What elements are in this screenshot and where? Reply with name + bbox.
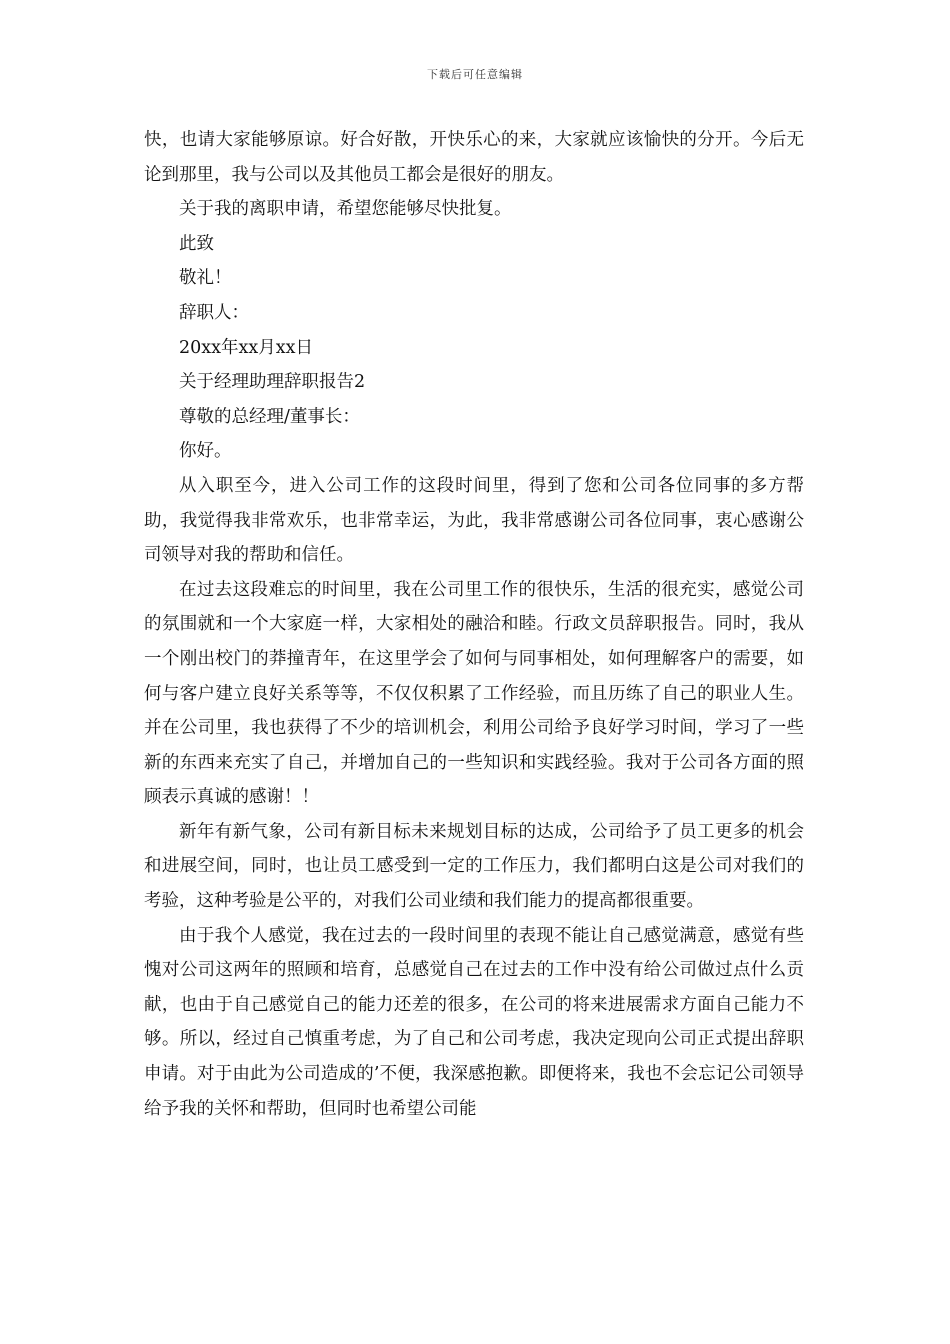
paragraph-1: 快，也请大家能够原谅。好合好散，开快乐心的来，大家就应该愉快的分开。今后无论到那里，我与公司以及其他员工都会是很好的朋友。 xyxy=(144,130,804,185)
paragraph-7: 关于经理助理辞职报告2 xyxy=(179,372,366,393)
paragraph-2: 关于我的离职申请，希望您能够尽快批复。 xyxy=(179,199,512,220)
paragraph-3: 此致 xyxy=(179,233,214,254)
paragraph-9: 你好。 xyxy=(179,441,232,462)
paragraph-12: 新年有新气象，公司有新目标未来规划目标的达成，公司给予了员工更多的机会和进展空间，同时，也让员工感受到一定的工作压力，我们都明白这是公司对我们的考验，这种考验是公平的，对我们公司业绩和我们能力的提高都很重要。 xyxy=(144,821,804,912)
paragraph-4: 敬礼！ xyxy=(179,268,232,289)
paragraph-11: 在过去这段难忘的时间里，我在公司里工作的很快乐，生活的很充实，感觉公司的氛围就和一个大家庭一样，大家相处的融洽和睦。行政文员辞职报告。同时，我从一个刚出校门的莽撞青年，在这里学会了如何与同事相处，如何理解客户的需要，如何与客户建立良好关系等等，不仅仅积累了工作经验，而且历练了自己的职业人生。并在公司里，我也获得了不少的培训机会，利用公司给予良好学习时间，学习了一些新的东西来充实了自己，并增加自己的一些知识和实践经验。我对于公司各方面的照顾表示真诚的感谢！！ xyxy=(144,579,804,808)
paragraph-10: 从入职至今，进入公司工作的这段时间里，得到了您和公司各位同事的多方帮助，我觉得我非常欢乐，也非常幸运，为此，我非常感谢公司各位同事，衷心感谢公司领导对我的帮助和信任。 xyxy=(144,475,804,566)
header-note: 下载后可任意编辑 xyxy=(427,68,523,81)
paragraph-13: 由于我个人感觉，我在过去的一段时间里的表现不能让自己感觉满意，感觉有些愧对公司这两年的照顾和培育，总感觉自己在过去的工作中没有给公司做过点什么贡献，也由于自己感觉自己的能力还差的很多，在公司的将来进展需求方面自己能力不够。所以，经过自己慎重考虑，为了自己和公司考虑，我决定现向公司正式提出辞职申请。对于由此为公司造成的’不便，我深感抱歉。即便将来，我也不会忘记公司领导给予我的关怀和帮助，但同时也希望公司能 xyxy=(144,925,804,1119)
paragraph-8: 尊敬的总经理/董事长： xyxy=(179,406,360,427)
paragraph-6: 20xx年xx月xx日 xyxy=(179,337,313,358)
document-body xyxy=(144,123,804,1126)
paragraph-5: 辞职人： xyxy=(179,302,249,323)
